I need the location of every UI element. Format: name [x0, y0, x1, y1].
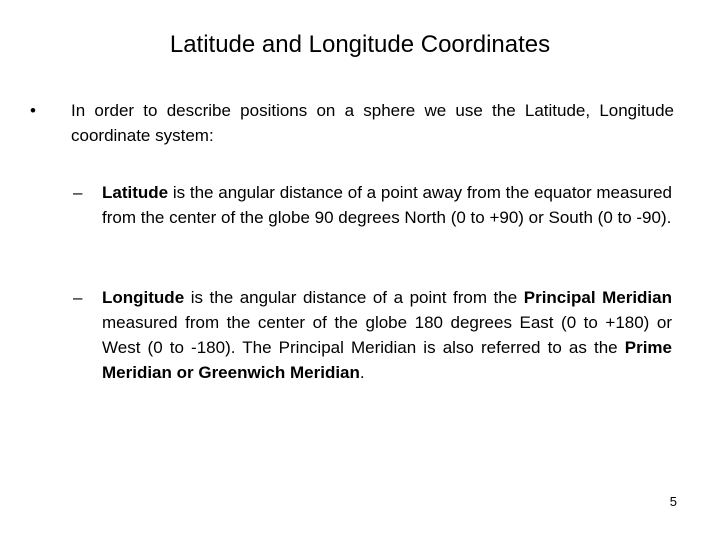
dash-marker: – — [73, 183, 83, 202]
latitude-text: is the angular distance of a point away from the equator measured from the center of the globe 90 degrees North (0 to +90) or South (0 to -90). — [102, 183, 672, 227]
sub-bullet-latitude — [73, 180, 672, 230]
longitude-text-1: is the angular distance of a point from the — [184, 288, 524, 307]
principal-meridian-term: Principal Meridian — [523, 288, 672, 307]
prime-meridian-term: Prime Meridian or Greenwich Meridian — [102, 338, 672, 382]
dash-marker: – — [73, 288, 83, 307]
latitude-definition — [102, 180, 672, 230]
longitude-text-3: . — [359, 363, 365, 382]
main-bullet-text: In order to describe positions on a sphere we use the Latitude, Longitude coordinate system: — [71, 101, 674, 145]
bullet-marker: • — [30, 101, 36, 120]
sub-bullet-longitude — [73, 285, 672, 385]
page-number: 5 — [669, 494, 677, 509]
slide-title: Latitude and Longitude Coordinates — [169, 31, 551, 58]
latitude-term: Latitude — [102, 183, 169, 202]
longitude-text-2: measured from the center of the globe 180 degrees East (0 to +180) or West (0 to -180). The Principal Meridian is also referred to as the — [102, 313, 672, 357]
longitude-term: Longitude — [102, 288, 185, 307]
longitude-definition — [102, 285, 672, 385]
main-bullet — [30, 98, 674, 148]
